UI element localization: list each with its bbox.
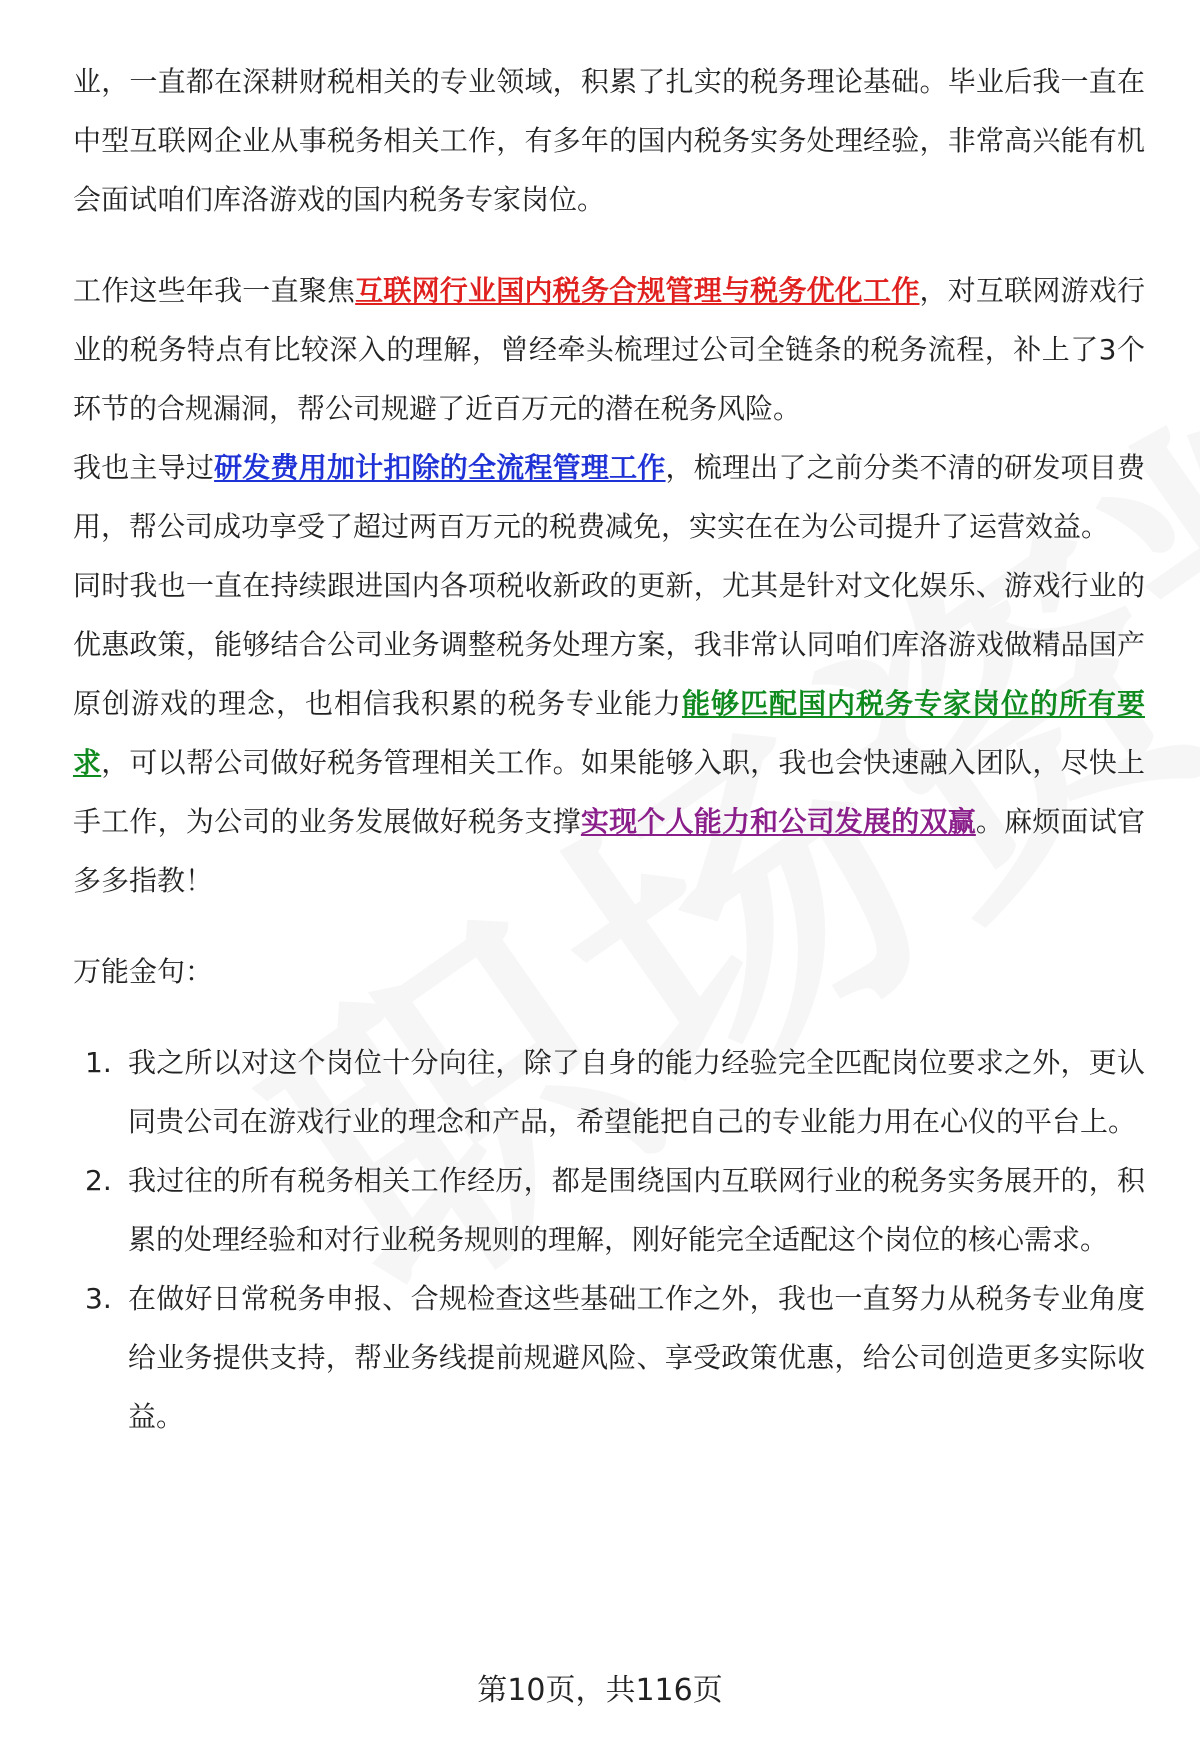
paragraph-policy xyxy=(73,556,1145,910)
page-number-footer: 第10页，共116页 xyxy=(477,1673,723,1708)
list-item xyxy=(73,1269,1145,1446)
paragraph-spacer xyxy=(73,229,1145,261)
list-item-number: 1. xyxy=(85,1046,112,1079)
list-item xyxy=(73,1033,1145,1151)
paragraph-text: 我也主导过 xyxy=(73,451,215,484)
paragraph-experience xyxy=(73,261,1145,438)
paragraph-text: 工作这些年我一直聚焦 xyxy=(73,274,356,307)
golden-sentences-list xyxy=(73,1033,1145,1446)
highlight-match-requirements: 能够匹配国内税务专家岗位的所有要求 xyxy=(73,687,1145,779)
list-item-text: 我之所以对这个岗位十分向往，除了自身的能力经验完全匹配岗位要求之外，更认同贵公司在游戏行业的理念和产品，希望能把自己的专业能力用在心仪的平台上。 xyxy=(128,1046,1145,1138)
list-item-number: 3. xyxy=(85,1282,112,1315)
paragraph-spacer xyxy=(73,910,1145,942)
golden-sentences-heading: 万能金句： xyxy=(73,955,214,988)
list-item-text: 在做好日常税务申报、合规检查这些基础工作之外，我也一直努力从税务专业角度给业务提供支持，帮业务线提前规避风险、享受政策优惠，给公司创造更多实际收益。 xyxy=(128,1282,1145,1433)
paragraph-text: 。麻烦面试官多多指教！ xyxy=(73,805,1145,897)
highlight-win-win: 实现个人能力和公司发展的双赢 xyxy=(580,805,976,838)
document-body xyxy=(73,52,1145,1446)
highlight-rd-management: 研发费用加计扣除的全流程管理工作 xyxy=(214,451,666,484)
paragraph-text: ，可以帮公司做好税务管理相关工作。如果能够入职，我也会快速融入团队，尽快上手工作，为公司的业务发展做好税务支撑 xyxy=(73,746,1145,838)
paragraph-text: 同时我也一直在持续跟进国内各项税收新政的更新，尤其是针对文化娱乐、游戏行业的优惠政策，能够结合公司业务调整税务处理方案，我非常认同咱们库洛游戏做精品国产原创游戏的理念，也相信我积累的税务专业能力 xyxy=(73,569,1145,720)
list-item xyxy=(73,1151,1145,1269)
paragraph-text: ，对互联网游戏行业的税务特点有比较深入的理解，曾经牵头梳理过公司全链条的税务流程，补上了3个环节的合规漏洞，帮公司规避了近百万元的潜在税务风险。 xyxy=(73,274,1145,425)
list-item-text: 我过往的所有税务相关工作经历，都是围绕国内互联网行业的税务实务展开的，积累的处理经验和对行业税务规则的理解，刚好能完全适配这个岗位的核心需求。 xyxy=(128,1164,1145,1256)
paragraph-text: ，梳理出了之前分类不清的研发项目费用，帮公司成功享受了超过两百万元的税费减免，实实在在为公司提升了运营效益。 xyxy=(73,451,1145,543)
paragraph-rd-deduction xyxy=(73,438,1145,556)
list-item-number: 2. xyxy=(85,1164,112,1197)
paragraph-spacer xyxy=(73,1001,1145,1033)
paragraph-intro: 业，一直都在深耕财税相关的专业领域，积累了扎实的税务理论基础。毕业后我一直在中型互联网企业从事税务相关工作，有多年的国内税务实务处理经验，非常高兴能有机会面试咱们库洛游戏的国内税务专家岗位。 xyxy=(73,65,1145,216)
highlight-compliance: 互联网行业国内税务合规管理与税务优化工作 xyxy=(355,274,920,307)
